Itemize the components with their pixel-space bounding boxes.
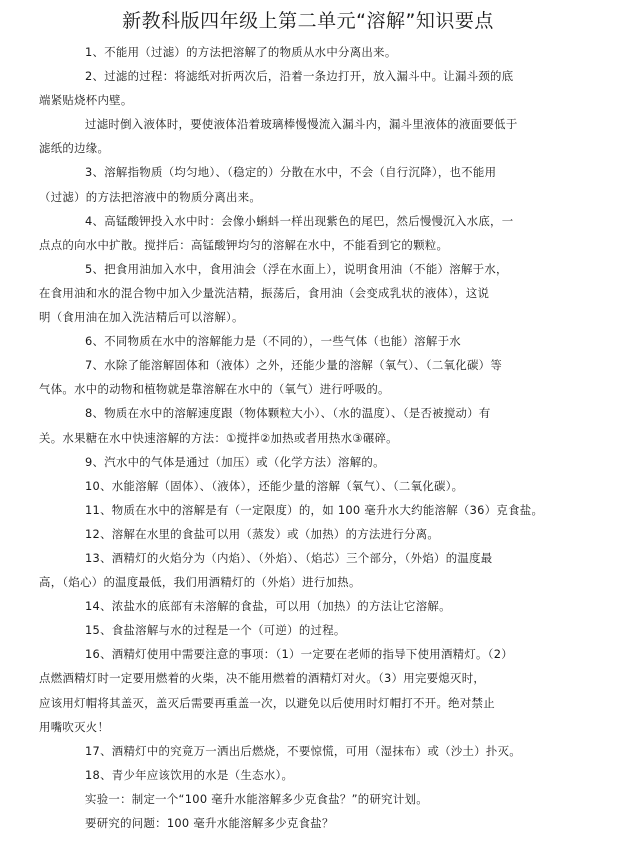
knowledge-line: 14、浓盐水的底部有未溶解的食盐，可以用（加热）的方法让它溶解。 [85,599,451,614]
knowledge-line: 8、物质在水中的溶解速度跟（物体颗粒大小）、（水的温度）、（是否被搅动）有 [85,406,491,421]
knowledge-line: 明（食用油在加入洗洁精后可以溶解）。 [39,310,244,325]
knowledge-item [62,40,574,64]
page-title: 新教科版四年级上第二单元“溶解”知识要点 [122,10,494,32]
knowledge-line: 高，（焰心）的温度最低，我们用酒精灯的（外焰）进行加热。 [39,575,361,590]
knowledge-item [39,64,574,112]
knowledge-line: 7、水除了能溶解固体和（液体）之外，还能少量的溶解（氧气）、（二氧化碳）等 [85,358,503,373]
knowledge-item [39,401,574,449]
knowledge-item [39,353,574,401]
knowledge-line: 10、水能溶解（固体）、（液体），还能少量的溶解（氧气）、（二氧化碳）。 [85,478,464,493]
knowledge-line: 点点的向水中扩散。搅拌后：高锰酸钾均匀的溶解在水中，不能看到它的颗粒。 [39,237,449,252]
knowledge-line: 11、物质在水中的溶解是有（一定限度）的，如 100 毫升水大约能溶解（36）克食盐。 [85,502,544,517]
knowledge-item [62,498,574,522]
knowledge-item [62,763,574,787]
knowledge-item [62,474,574,498]
knowledge-line: 1、不能用（过滤）的方法把溶解了的物质从水中分离出来。 [85,45,397,59]
knowledge-line: 气体。水中的动物和植物就是靠溶解在水中的（氧气）进行呼吸的。 [39,382,390,397]
knowledge-line: 4、高锰酸钾投入水中时：会像小蝌蚪一样出现紫色的尾巴，然后慢慢沉入水底，一 [85,213,514,228]
knowledge-item [39,112,574,160]
knowledge-item [62,739,574,763]
knowledge-item [39,257,574,329]
knowledge-item [62,618,574,642]
knowledge-line: 15、食盐溶解与水的过程是一个（可逆）的过程。 [85,623,346,638]
knowledge-list [39,40,574,835]
knowledge-line: 用嘴吹灭火！ [39,719,110,734]
knowledge-item [39,160,574,208]
knowledge-line: 12、溶解在水里的食盐可以用（蒸发）或（加热）的方法进行分离。 [85,526,440,541]
knowledge-line: （过滤）的方法把溶液中的物质分离出来。 [39,189,262,204]
knowledge-line: 18、青少年应该饮用的水是（生态水）。 [85,767,294,782]
knowledge-item [62,522,574,546]
knowledge-item [62,594,574,618]
knowledge-line: 17、酒精灯中的究竟万一洒出后燃烧，不要惊慌，可用（湿抹布）或（沙土）扑灭。 [85,743,521,758]
knowledge-item [62,450,574,474]
knowledge-line: 5、把食用油加入水中，食用油会（浮在水面上），说明食用油（不能）溶解于水， [85,261,508,276]
knowledge-item [39,209,574,257]
knowledge-item [62,811,574,835]
knowledge-item [62,329,574,353]
knowledge-line: 要研究的问题：100 毫升水能溶解多少克食盐？ [85,816,334,830]
knowledge-line: 关。水果糖在水中快速溶解的方法：①搅拌②加热或者用热水③碾碎。 [39,430,398,445]
knowledge-line: 3、溶解指物质（均匀地）、（稳定的）分散在水中，不会（自行沉降），也不能用 [85,165,497,180]
knowledge-line: 过滤时倒入液体时，要使液体沿着玻璃棒慢慢流入漏斗内，漏斗里液体的液面要低于 [85,117,518,132]
knowledge-item [62,787,574,811]
knowledge-line: 2、过滤的过程：将滤纸对折两次后，沿着一条边打开，放入漏斗中。让漏斗颈的底 [85,69,514,84]
knowledge-line: 实验一：制定一个“100 毫升水能溶解多少克食盐？”的研究计划。 [85,791,428,806]
knowledge-line: 在食用油和水的混合物中加入少量洗洁精，振荡后，食用油（会变成乳状的液体），这说 [39,285,490,300]
knowledge-line: 16、酒精灯使用中需要注意的事项：（1）一定要在老师的指导下使用酒精灯。（2） [85,647,513,662]
knowledge-line: 9、汽水中的气体是通过（加压）或（化学方法）溶解的。 [85,454,385,469]
knowledge-line: 端紧贴烧杯内壁。 [39,93,133,108]
knowledge-line: 应该用灯帽将其盖灭，盖灭后需要再重盖一次，以避免以后使用时灯帽打不开。绝对禁止 [39,695,495,710]
knowledge-line: 13、酒精灯的火焰分为（内焰）、（外焰）、（焰芯）三个部分，（外焰）的温度最 [85,550,493,565]
knowledge-line: 6、不同物质在水中的溶解能力是（不同的），一些气体（也能）溶解于水 [85,334,461,349]
knowledge-item [39,642,574,738]
knowledge-item [39,546,574,594]
knowledge-line: 滤纸的边缘。 [39,141,110,156]
knowledge-line: 点燃酒精灯时一定要用燃着的火柴，决不能用燃着的酒精灯对火。（3）用完要熄灭时， [39,671,486,686]
